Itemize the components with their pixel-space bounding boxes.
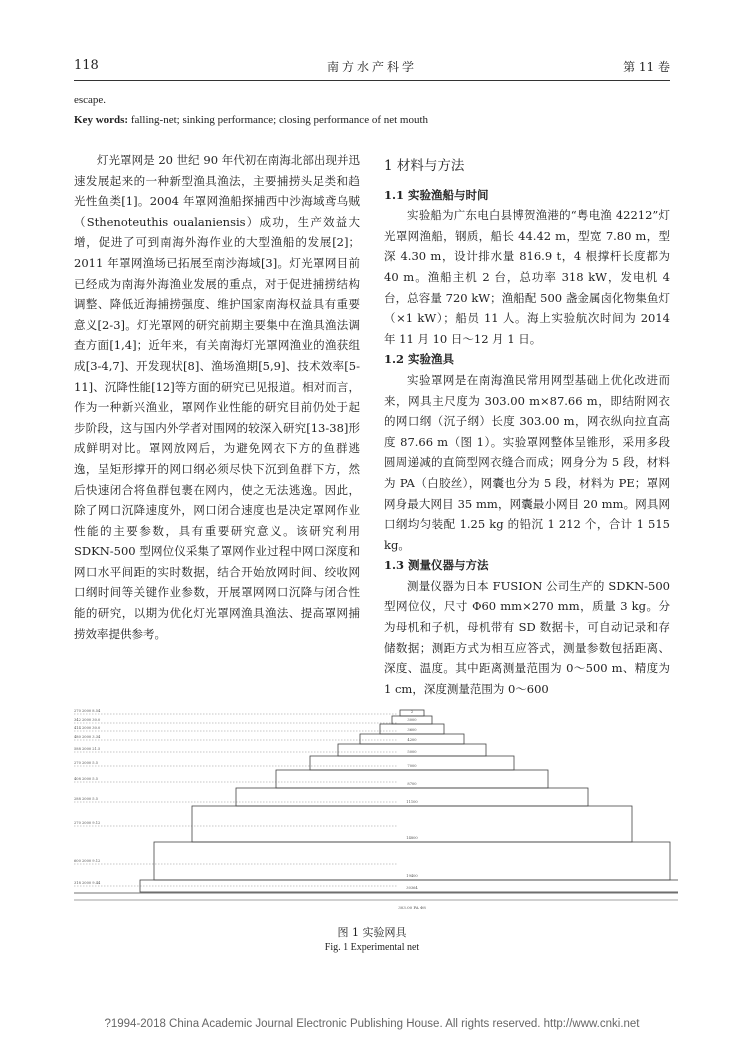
subsection-3-text: 测量仪器为日本 FUSION 公司生产的 SDKN-500 型网位仪，尺寸 Φ60 mm×270 mm，质量 3 kg。分为母机和子机，母机带有 SD 数据卡，可自动记录和存储数据；测距方式为相互应答式，测量参数包括距离、深度、温度。其中距离测量范围为 0～500 m、精度为 1 cm，深度测量范围为 0～600: [384, 578, 670, 696]
row-label: 408 2000 5.5: [74, 777, 99, 781]
left-column: [74, 150, 360, 644]
subsection-2-text: 实验罩网是在南海渔民常用网型基础上优化改进而来，网具主尺度为 303.00 m×87.66 m，即结附网衣的网口纲（沉子纲）长度 303.00 m，网衣纵向拉直高度 87.66 m（图 1）。实验罩网整体呈锥形，采用多段圆周递减的直筒型网衣缝合而成；网身分为 5 段，材料为 PA（白胶丝），网囊也分为 5 段，材料为 PE；罩网网身最大网目 35 mm，网囊最小网目 20 mm。网具网口纲均匀装配 1.25 kg 的铅沉 1 212 个，合计 1 515 kg。: [384, 372, 670, 552]
page-number: 118: [74, 58, 99, 73]
row-label: 288 2000 5.5: [74, 797, 99, 801]
subsection-1-text: 实验船为广东电白县博贺渔港的“粤电渔 42212”灯光罩网渔船，钢质，船长 44.42 m，型宽 7.80 m，型深 4.30 m，设计排水量 816.9 t，4 根撑杆长度都为 40 m。渔船主机 2 台，总功率 318 kW，发电机 4 台，总容量 720 kW；渔船配 500 盏金属卤化物集鱼灯（×1 kW）；船员 11 人。海上实验航次时间为 2014 年 11 月 10 日～12 月 1 日。: [384, 208, 670, 346]
tier-label: 30364: [406, 886, 418, 890]
row-label: 588 2000 21.5: [74, 747, 101, 751]
section-title: 1 材料与方法: [384, 158, 465, 174]
subsection-1-title: 1.1 实验渔船与时间: [384, 187, 489, 202]
tier-label: 11100: [406, 800, 418, 804]
row-label: 270 2000 5.5: [74, 761, 99, 765]
tier-label: 14800: [406, 836, 418, 840]
tier-label: 2: [410, 710, 414, 714]
figure-caption-cn: 图 1 实验网具: [337, 926, 407, 939]
row-label: 414 2000 30.0: [74, 726, 101, 730]
volume-label: 第 11 卷: [623, 60, 670, 74]
tier-label: 7000: [407, 764, 417, 768]
keywords-label: Key words:: [74, 114, 129, 126]
bottom-dimension-label: 303.00 PA Φ8: [398, 905, 426, 910]
header-rule: [74, 80, 670, 81]
figure-caption-en: Fig. 1 Experimental net: [324, 942, 420, 953]
row-label: 480 2000 3.34: [74, 735, 101, 739]
tier-label: 4200: [407, 738, 417, 742]
keywords-text: falling-net; sinking performance; closing performance of net mouth: [128, 114, 429, 126]
subsection-3-title: 1.3 测量仪器与方法: [384, 558, 489, 573]
row-label: 270 2000 9.12: [74, 821, 101, 825]
row-label: 318 2000 9.44: [74, 881, 101, 885]
row-label: 600 2000 9.12: [74, 859, 101, 863]
tier-label: 3600: [407, 728, 417, 732]
right-column: [384, 150, 670, 699]
abstract-tail: escape.: [74, 94, 107, 106]
tier-label: 5000: [407, 750, 417, 754]
journal-title: 南方水产科学: [326, 60, 417, 74]
intro-paragraph: 灯光罩网是 20 世纪 90 年代初在南海北部出现并迅速发展起来的一种新型渔具渔法，主要捕捞头足类和趋光性鱼类[1]。2004 年罩网渔船探捕西中沙海域鸢乌贼（Sthenoteuthis oualaniensis）成功，生产效益大增，促进了可到南海外海作业的大型渔船的发展[2]；2011 年罩网渔场已拓展至南沙海域[3]。灯光罩网目前已经成为南海外海渔业发展的重点，对于促进捕捞结构调整、降低近海捕捞强度、维护国家南海权益具有重要意义[2-3]。灯光罩网的研究前期主要集中在渔具渔法调查方面[1,4]；近年来，有关南海灯光罩网渔业的渔获组成[3-4,7]、开发现状[8]、渔场渔期[5,9]、技术效率[5-11]、沉降性能[12]等方面的研究已见报道。相对而言，作为一种新兴渔业，罩网作业性能的研究目前仍处于起步阶段，这与国内外学者对围网的较深入研究[13-38]形成鲜明对比。罩网放网后，为避免网衣下方的鱼群逃逸，呈矩形撑开的网口纲必须尽快下沉到鱼群下方，然后快速闭合将鱼群包裹在网内，使之无法逃逸。因此，除了网口沉降速度外，网口闭合速度也是决定罩网作业性能的主要参数，具有重要研究意义。该研究利用 SDKN-500 型网位仪采集了罩网作业过程中网口深度和网口水平间距的实时数据，结合开始放网时间、绞收网口纲时间等关键作业参数，开展罩网网口沉降与闭合性能的研究，以期为优化灯光罩网渔具渔法、提高罩网捕捞效率提供参考。: [74, 153, 360, 641]
copyright-footer: ?1994-2018 China Academic Journal Electronic Publishing House. All rights reserved. http://www.cnki.net: [104, 1018, 640, 1030]
net-figure: [74, 706, 678, 918]
row-label: 342 2000 30.0: [74, 718, 101, 722]
tier-label: 19400: [406, 874, 418, 878]
tier-label: 3000: [407, 718, 417, 722]
subsection-2-title: 1.2 实验渔具: [384, 352, 455, 367]
tier-label: 8700: [407, 782, 417, 786]
keywords-line: [74, 114, 428, 126]
row-label: 270 2000 8.54: [74, 709, 101, 713]
